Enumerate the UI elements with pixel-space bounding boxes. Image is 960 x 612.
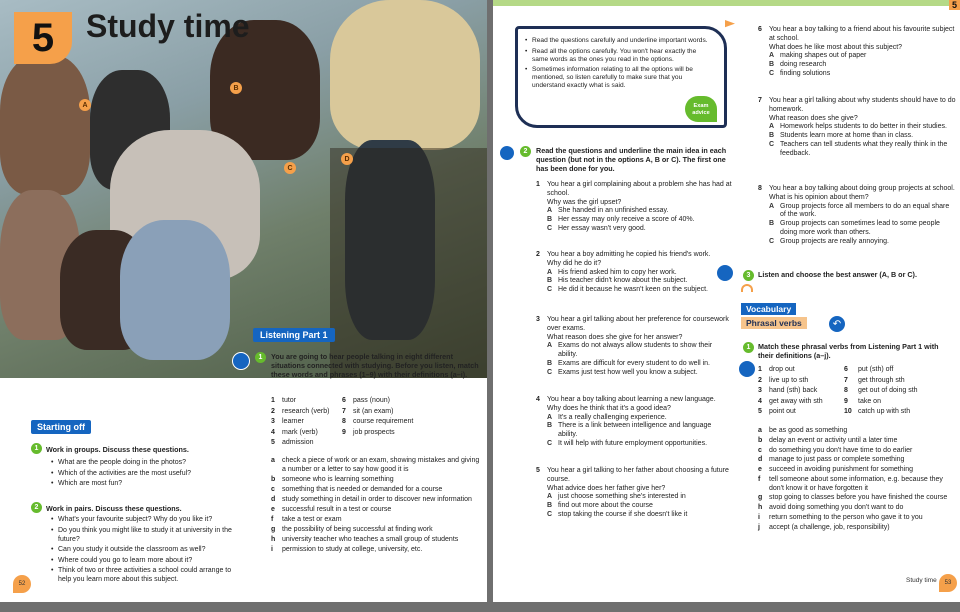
search-icon[interactable] [499,145,515,161]
word-item: 3 learner [271,418,304,426]
definition-item: e successful result in a test or course [271,505,392,513]
definition-item: d manage to just pass or complete something [758,456,905,464]
bullet-item: • Think of two or three activities a school could arrange to help you learn more about this subject. [58,566,238,584]
definition-item: b someone who is learning something [271,475,394,483]
phrasal-verb-item: 1 drop out [758,366,795,373]
right-page [493,0,960,602]
bullet-item: • What are the people doing in the photos? [58,458,238,467]
phrasal-verb-item: 3 hand (sth) back [758,387,818,395]
unit-number-badge [14,12,72,64]
vocab-step-number: 1 [743,342,754,353]
listening-audio-cursor-icon[interactable] [232,352,250,370]
exam-advice-list [532,37,708,93]
starting-task2-number: 2 [31,502,42,513]
back-arrow-icon[interactable]: ↶ [829,316,845,332]
question-item: 8 You hear a boy talking about doing group projects at school. What is his opinion about them? A Group projects force all members to do an equal share of the work. B Group projects can sometimes lead to some people doing more work than others. C Group projects are really annoying. [758,185,955,245]
phrasal-verb-item: 10 catch up with sth [844,408,911,416]
definition-item: d study something in detail in order to discover new information [271,495,472,503]
question-item: 6 You hear a boy talking to a friend about his favourite subject at school. What does he like most about this subject? A making shapes out of paper B doing research C finding solutions [758,26,955,77]
phrasal-verb-item: 6 put (sth) off [844,366,894,373]
vocab-instruction: Match these phrasal verbs from Listening Part 1 with their definitions (a–j). [758,342,939,361]
unit-number: 5 [31,15,55,60]
advice-item: • Read all the options carefully. You won't hear exactly the same words as the ones you read in the options. [532,48,708,64]
word-item: 4 mark (verb) [271,428,318,436]
starting-task1-number: 1 [31,443,42,454]
word-item: 5 admission [271,439,314,447]
exam-advice-badge: Exam advice [685,96,717,122]
question-item: 1 You hear a girl complaining about a problem she has had at school. Why was the girl upset? A She handed in an unfinished essay. B Her essay may only receive a score of 40%. C Her essay wasn't very good. [536,181,732,232]
definition-item: f take a test or exam [271,515,342,523]
flag-icon [725,20,735,32]
definition-item: i return something to the person who gave it to you [758,513,923,521]
top-color-strip [493,0,960,6]
phrasal-verb-definitions [758,427,958,533]
unit-title: Study time [86,8,250,44]
page-footer-title: Study time [906,577,937,584]
starting-task2-heading: Work in pairs. Discuss these questions. [46,504,182,513]
question-item: 7 You hear a girl talking about why students should have to do homework. What reason does she give? A Homework helps students to do better in their studies. B Students learn more at home than in class. C Teachers can tell students what they really think in the feedback. [758,97,956,157]
students-photo-collage [0,0,487,378]
definition-item: c do something you don't have time to do earlier [758,446,913,454]
phrasal-verb-item: 4 get away with sth [758,397,823,405]
vocabulary-tag: Vocabulary [741,303,796,315]
task3-instruction: Listen and choose the best answer (A, B or C). [758,270,917,279]
phrasal-verb-item: 5 point out [758,408,796,416]
page-number-left: 52 [13,575,31,593]
listening-step-number: 1 [255,352,266,363]
bullet-item: • Can you study it outside the classroom as well? [58,545,238,554]
question-item: 4 You hear a boy talking about learning a new language. Why does he think that it's a good idea? A It's a really challenging experience. B There is a link between intelligence and language ability. C It will help with future employment opportunities. [536,396,716,447]
bullet-item: • What's your favourite subject? Why do you like it? [58,515,238,524]
audio-cursor-icon[interactable] [716,264,734,282]
listening-part-tag: Listening Part 1 [253,328,335,342]
bullet-item: • Do you think you might like to study it at university in the future? [58,526,238,544]
definition-item: i permission to study at college, university, etc. [271,545,423,553]
task2-number: 2 [520,146,531,157]
phrasal-verb-item: 2 live up to sth [758,376,809,384]
unit-page-tab: 5 [949,0,960,10]
question-item: 5 You hear a girl talking to her father about choosing a future course. What advice does her father give her? A just choose something she's interested in B find out more about the course C stop taking the course if she doesn't like it [536,467,729,518]
definition-item: h avoid doing something you don't want to do [758,504,904,512]
advice-item: • Sometimes information relating to all the options will be mentioned, so listen carefully to make sure that you understand exactly what is said. [532,66,708,90]
question-item: 3 You hear a girl talking about her preference for coursework over exams. What reason does she give for her answer? A Exams do not always allow students to show their ability. B Exams are difficult for every student to do well in. C Exams just test how well you know a subject. [536,316,729,376]
vocab-cursor-icon[interactable] [738,360,756,378]
bullet-item: • Where could you go to learn more about it? [58,556,238,565]
left-page [0,0,487,602]
word-item: 7 sit (an exam) [342,407,394,415]
definition-item: c something that is needed or demanded for a course [271,485,443,493]
photo-label-c: C [284,162,296,174]
definition-item: h university teacher who teaches a small group of students [271,535,459,543]
starting-task1-heading: Work in groups. Discuss these questions. [46,445,189,454]
starting-task2-bullets [58,515,238,586]
phrasal-verb-item: 7 get through sth [844,376,905,384]
word-item: 8 course requirement [342,418,414,426]
photo-label-a: A [79,99,91,111]
definition-item: e succeed in avoiding punishment for something [758,466,913,474]
definition-item: g the possibility of being successful at finding work [271,525,433,533]
starting-off-tag: Starting off [31,420,91,434]
definition-item: a check a piece of work or an exam, showing mistakes and giving a number or a letter to say how good it is [271,457,480,473]
bullet-item: • Which are most fun? [58,479,238,488]
listening-instruction: You are going to hear people talking in eight different situations connected with studying. Before you listen, match these words and phrases (1–9) with their definitions (a–i). [271,352,479,380]
definition-item: j accept (a challenge, job, responsibility) [758,523,890,531]
word-item: 1 tutor [271,397,297,404]
bullet-item: • Which of the activities are the most useful? [58,469,238,478]
phrasal-verb-item: 9 take on [844,397,881,405]
definition-item: g stop going to classes before you have finished the course [758,494,948,502]
definition-item: b delay an event or activity until a later time [758,436,898,444]
advice-item: • Read the questions carefully and underline important words. [532,37,708,45]
phrasal-verb-item: 8 get out of doing sth [844,387,918,395]
word-item: 9 job prospects [342,428,395,436]
word-item: 6 pass (noun) [342,397,390,404]
phrasal-verb-list [758,366,958,422]
photo-label-d: D [341,153,353,165]
definition-list [271,457,483,556]
headphones-icon[interactable] [741,284,753,292]
photo-label-b: B [230,82,242,94]
page-number-right: 53 [939,574,957,592]
question-item: 2 You hear a boy admitting he copied his friend's work. Why did he do it? A His friend asked him to copy her work. B His teacher didn't know about the subject. C He did it because he wasn't keen on the subject. [536,251,711,294]
task3-number: 3 [743,270,754,281]
phrasal-verbs-tag: Phrasal verbs [741,317,807,329]
task2-instruction: Read the questions and underline the main idea in each question (but not in the options A, B or C). The first one has been done for you. [536,146,727,174]
definition-item: a be as good as something [758,427,848,434]
word-item: 2 research (verb) [271,407,330,415]
definition-item: f tell someone about some information, e.g. because they don't know it or have forgotten it [758,475,943,492]
starting-task1-bullets [58,458,238,490]
